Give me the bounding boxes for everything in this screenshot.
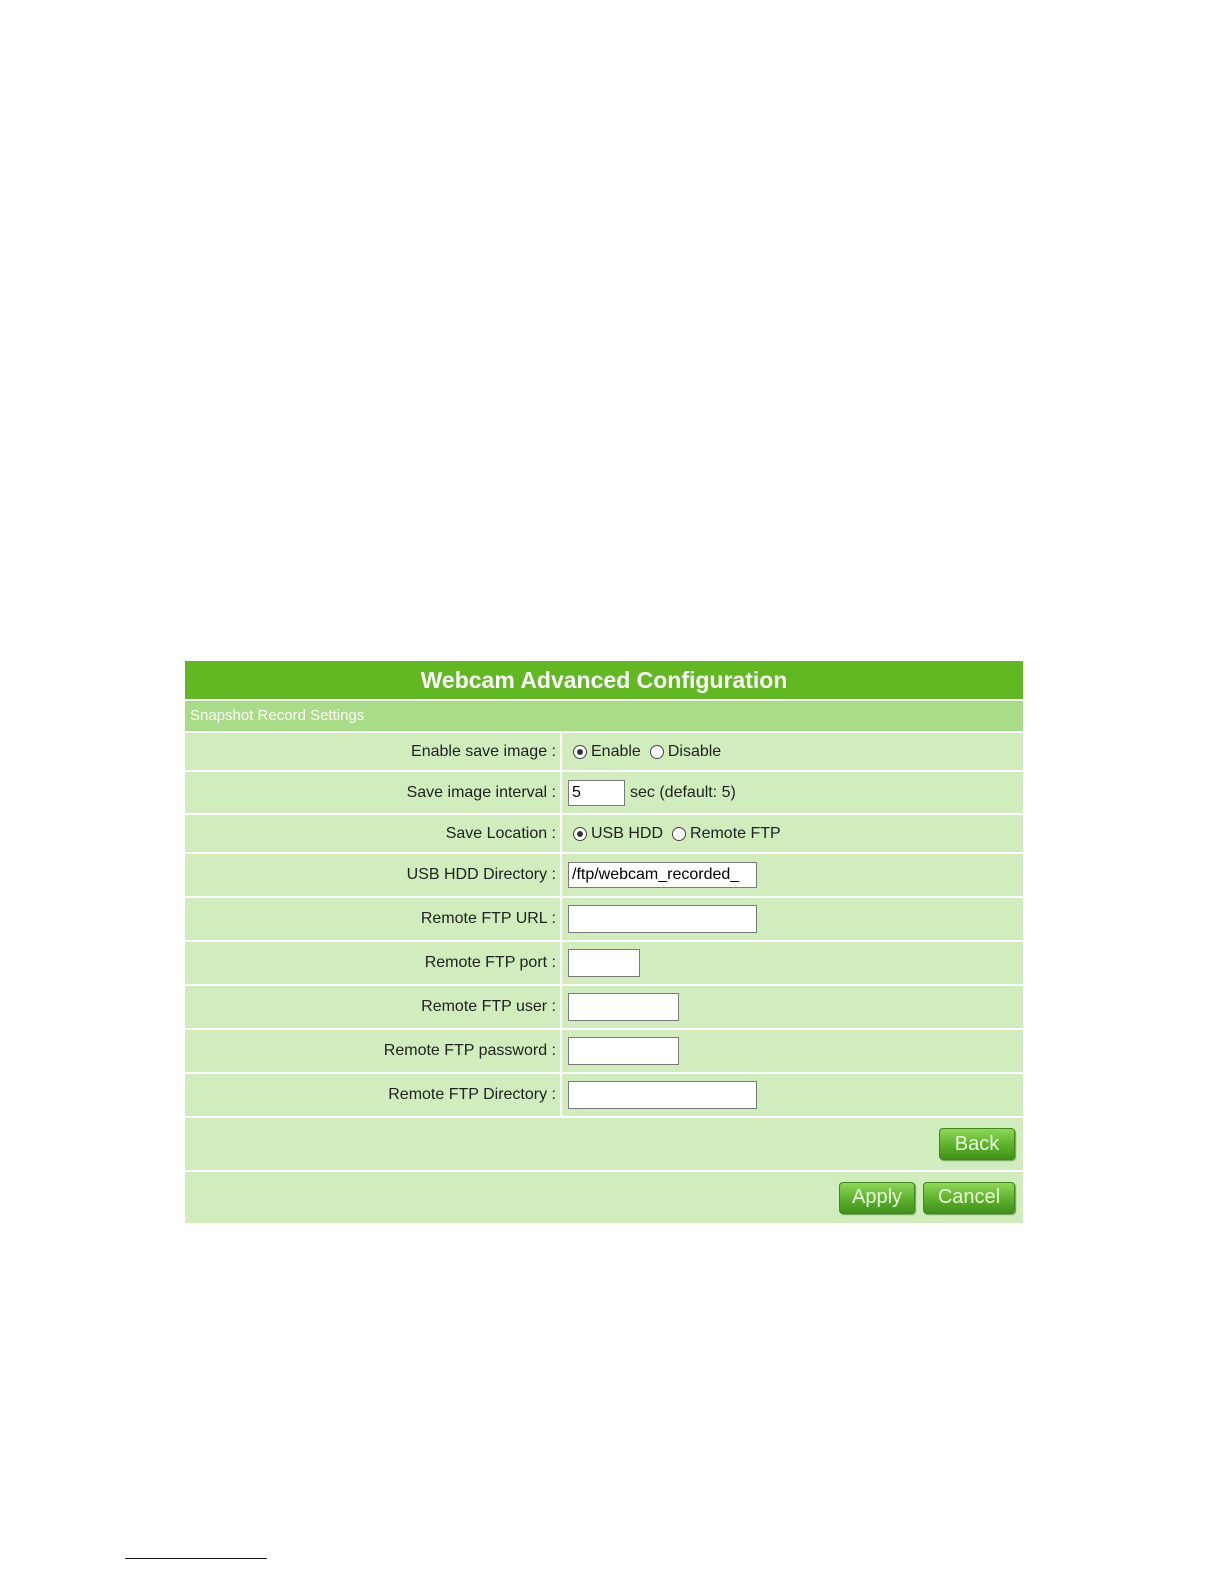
usb-hdd-directory-label: USB HDD Directory : xyxy=(185,854,562,896)
row-remote-ftp-port xyxy=(185,942,1023,984)
usb-hdd-radio-label[interactable]: USB HDD xyxy=(591,824,664,842)
remote-ftp-radio[interactable] xyxy=(672,827,686,841)
section-header: Snapshot Record Settings xyxy=(185,701,1023,731)
disable-radio[interactable] xyxy=(650,745,664,759)
remote-ftp-user-label: Remote FTP user : xyxy=(185,986,562,1028)
row-remote-ftp-url xyxy=(185,898,1023,940)
usb-hdd-radio[interactable] xyxy=(573,827,587,841)
enable-radio[interactable] xyxy=(573,745,587,759)
panel-title: Webcam Advanced Configuration xyxy=(185,661,1023,699)
enable-radio-label[interactable]: Enable xyxy=(591,742,641,760)
remote-ftp-password-input[interactable] xyxy=(568,1037,679,1065)
row-remote-ftp-user xyxy=(185,986,1023,1028)
webcam-config-panel xyxy=(185,661,1023,1223)
remote-ftp-port-input[interactable] xyxy=(568,949,640,977)
usb-hdd-directory-input[interactable] xyxy=(568,862,757,888)
enable-save-image-label: Enable save image : xyxy=(185,733,562,770)
row-enable-save-image xyxy=(185,733,1023,770)
remote-ftp-url-input[interactable] xyxy=(568,905,757,933)
row-remote-ftp-password xyxy=(185,1030,1023,1072)
remote-ftp-radio-label[interactable]: Remote FTP xyxy=(690,824,781,842)
remote-ftp-directory-label: Remote FTP Directory : xyxy=(185,1074,562,1116)
remote-ftp-url-label: Remote FTP URL : xyxy=(185,898,562,940)
row-remote-ftp-directory xyxy=(185,1074,1023,1116)
row-save-location xyxy=(185,815,1023,852)
row-usb-hdd-directory xyxy=(185,854,1023,896)
remote-ftp-user-input[interactable] xyxy=(568,993,679,1021)
row-save-image-interval xyxy=(185,772,1023,813)
apply-button[interactable]: Apply xyxy=(839,1182,915,1214)
action-button-row xyxy=(185,1172,1023,1223)
remote-ftp-password-label: Remote FTP password : xyxy=(185,1030,562,1072)
save-image-interval-label: Save image interval : xyxy=(185,772,562,813)
interval-unit-text: sec (default: 5) xyxy=(630,783,736,801)
save-image-interval-input[interactable] xyxy=(568,780,625,806)
remote-ftp-directory-input[interactable] xyxy=(568,1081,757,1109)
footnote-separator xyxy=(125,1558,267,1559)
disable-radio-label[interactable]: Disable xyxy=(667,742,722,760)
remote-ftp-port-label: Remote FTP port : xyxy=(185,942,562,984)
cancel-button[interactable]: Cancel xyxy=(923,1182,1015,1214)
back-button[interactable]: Back xyxy=(939,1128,1015,1160)
save-location-label: Save Location : xyxy=(185,815,562,852)
back-button-row xyxy=(185,1118,1023,1170)
